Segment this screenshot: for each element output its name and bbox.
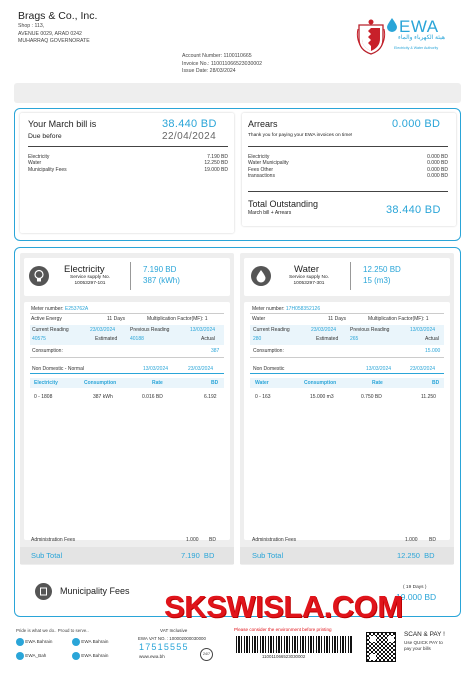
divider <box>350 262 351 290</box>
tariff-table-header <box>250 378 444 388</box>
electricity-amount: 7.190 BD <box>143 265 177 274</box>
tariff-from: 13/03/2024 <box>143 366 169 372</box>
vat-inclusive: VAT Inclusive <box>160 628 188 633</box>
bill-amount: 38.440 BD <box>162 118 217 130</box>
address-line: Shop : 113, <box>18 23 45 29</box>
account-info <box>182 53 262 76</box>
table-cell: 6.192 <box>204 394 217 400</box>
barcode-number: 110011066523030002 <box>262 654 306 659</box>
consumption-label: Consumption: <box>32 348 63 354</box>
phone-number[interactable]: 17515555 <box>139 642 189 652</box>
electricity-supply: Service supply No. 10053297-101 <box>70 275 110 287</box>
header-bar <box>14 83 461 103</box>
current-reading-label: Current Reading <box>253 327 290 333</box>
municipality-title: Municipality Fees <box>60 586 130 596</box>
scan-pay-sub2: pay your bills <box>404 646 431 651</box>
arrears-amount: 0.000 BD <box>392 118 441 130</box>
admin-fees-label: Administration Fees <box>31 537 76 543</box>
arrears-item: Fees Other 0.000 BD <box>248 166 448 173</box>
barcode <box>236 636 352 653</box>
meter-info-row: Water 11 Days Multiplication Factor(MF): 1 <box>252 316 429 322</box>
arrears-item: Water Municipality 0.000 BD <box>248 160 448 167</box>
column-header: Rate <box>152 380 163 386</box>
bill-items <box>28 154 228 173</box>
reading-status: Actual <box>201 336 215 342</box>
current-reading-value: 40575 <box>32 336 46 342</box>
electricity-title: Electricity <box>64 264 105 275</box>
table-cell: 0.750 BD <box>361 394 382 400</box>
divider <box>30 313 224 314</box>
ewa-logo-subtitle: Electricity & Water Authority <box>394 46 439 50</box>
support-badge: 24/7 <box>200 648 213 661</box>
admin-fees-value: 1.000 <box>186 537 199 543</box>
admin-fees-unit: BD <box>209 537 216 543</box>
website[interactable]: www.ewa.bh <box>139 654 165 659</box>
twitter-icon <box>16 638 24 646</box>
current-reading-date: 23/03/2024 <box>311 327 337 333</box>
table-cell: 0 - 163 <box>255 394 271 400</box>
water-drop-logo-icon <box>387 18 397 32</box>
consumption-value: 15.000 <box>425 348 441 354</box>
ewa-logo-arabic: هيئة الكهرباء والماء <box>398 35 446 41</box>
arrears-item: Electricity 0.000 BD <box>248 154 448 160</box>
subtotal-value: 7.190 BD <box>181 551 215 560</box>
tariff-table-header <box>30 378 224 388</box>
divider <box>250 373 444 374</box>
current-reading-value: 280 <box>253 336 262 342</box>
reading-status: Estimated <box>316 336 339 342</box>
issue-date: Issue Date: 28/03/2024 <box>182 68 236 75</box>
footer-tagline: Pride is what we do.. Proud to serve.. <box>16 628 89 633</box>
consumption-value: 387 <box>211 348 220 354</box>
water-usage: 15 (m3) <box>363 276 391 285</box>
company-address <box>18 23 90 46</box>
subtotal-label: Sub Total <box>31 551 63 560</box>
municipality-amount: 19.000 BD <box>396 592 437 602</box>
bill-item: Water 12.250 BD <box>28 160 228 167</box>
scan-pay-sub: Use QUICK PAY to <box>404 640 443 645</box>
divider <box>130 262 131 290</box>
column-header: Electricity <box>34 380 58 386</box>
previous-reading-value: 40188 <box>130 336 144 342</box>
social-facebook[interactable]: EWA Bahrain <box>72 638 108 646</box>
water-drop-icon <box>251 266 271 286</box>
table-cell: 0.016 BD <box>142 394 163 400</box>
bill-item: Municipality Fees 19.000 BD <box>28 166 228 173</box>
watermark: SKSWISLA.COM <box>164 589 403 624</box>
tariff-label: Non Domestic <box>253 366 285 372</box>
total-outstanding-title: Total Outstanding <box>248 199 319 209</box>
table-cell: 0 - 1808 <box>34 394 53 400</box>
reading-status: Estimated <box>95 336 118 342</box>
ewa-logo-text: EWA <box>399 17 439 36</box>
municipality-days: ( 19 Days ) <box>403 585 427 590</box>
meter-number: Meter number: E253762A <box>31 306 89 312</box>
divider <box>30 373 224 374</box>
divider <box>250 313 444 314</box>
column-header: Consumption <box>304 380 337 386</box>
reading-status: Actual <box>425 336 439 342</box>
due-label: Due before <box>28 133 62 140</box>
subtotal-value: 12.250 BD <box>397 551 435 560</box>
arrears-title: Arrears <box>248 119 278 129</box>
tariff-from: 13/03/2024 <box>366 366 392 372</box>
admin-fees-label: Administration Fees <box>252 537 297 543</box>
bill-title: Your March bill is <box>28 119 97 129</box>
address-line: AVENUE 0029, ARAD 0242 <box>18 30 82 37</box>
social-youtube[interactable]: EWA Bahrain <box>72 652 108 660</box>
social-twitter[interactable]: EWA Bahrain <box>16 638 52 646</box>
water-supply: Service supply No. 10053297-301 <box>289 275 329 287</box>
meter-number: Meter number: 17H058352126 <box>252 306 321 312</box>
electricity-header-card <box>24 258 230 296</box>
vat-number: EWA VAT NO. : 100002000030000 <box>138 636 206 641</box>
divider <box>28 146 228 147</box>
invoice-number: Invoice No.: 110011066523030002 <box>182 60 262 67</box>
divider <box>30 357 224 358</box>
bill-item: Electricity 7.190 BD <box>28 154 228 160</box>
total-outstanding-sub: March bill + Arrears <box>248 210 292 216</box>
electricity-usage: 387 (kWh) <box>143 276 180 285</box>
column-header: Consumption <box>84 380 117 386</box>
consumption-label: Consumption: <box>253 348 284 354</box>
current-reading-label: Current Reading <box>32 327 69 333</box>
divider <box>250 357 444 358</box>
column-header: Water <box>255 380 269 386</box>
subtotal-label: Sub Total <box>252 551 284 560</box>
arrears-item: transactions 0.000 BD <box>248 172 448 179</box>
total-outstanding-amount: 38.440 BD <box>386 204 441 216</box>
meter-info-row: Active Energy 11 Days Multiplication Factor(MF): 1 <box>31 316 208 322</box>
column-header: BD <box>211 380 219 386</box>
ewa-emblem-icon <box>356 17 386 55</box>
instagram-icon <box>16 652 24 660</box>
admin-fees-unit: BD <box>429 537 436 543</box>
previous-reading-value: 265 <box>350 336 359 342</box>
arrears-items <box>248 154 448 179</box>
environment-note: Please consider the environment before printing <box>234 627 332 632</box>
water-header-card <box>244 258 450 296</box>
tariff-label: Non Domestic - Normal <box>32 366 84 372</box>
address-line: MUHARRAQ GOVERNORATE <box>18 38 90 45</box>
table-cell: 15.000 m3 <box>310 394 334 400</box>
column-header: Rate <box>372 380 383 386</box>
previous-reading-date: 13/03/2024 <box>190 327 216 333</box>
column-header: BD <box>432 380 440 386</box>
scan-pay-title: SCAN & PAY ! <box>404 631 445 638</box>
lightbulb-icon <box>29 266 49 286</box>
due-date: 22/04/2024 <box>162 131 217 142</box>
table-cell: 387 kWh <box>93 394 113 400</box>
table-cell: 11.250 <box>421 394 436 400</box>
water-title: Water <box>294 264 319 275</box>
previous-reading-label: Previous Reading <box>350 327 390 333</box>
municipality-icon <box>35 583 52 600</box>
previous-reading-date: 13/03/2024 <box>410 327 436 333</box>
admin-fees-value: 1.000 <box>405 537 418 543</box>
current-reading-date: 23/03/2024 <box>90 327 116 333</box>
tariff-to: 23/03/2024 <box>410 366 436 372</box>
divider <box>248 146 448 147</box>
water-amount: 12.250 BD <box>363 265 401 274</box>
account-number: Account Number: 1100110665 <box>182 53 252 59</box>
facebook-icon <box>72 638 80 646</box>
arrears-note: Thank you for paying your EWA invoices on time! <box>248 133 353 138</box>
tariff-to: 23/03/2024 <box>188 366 214 372</box>
company-name: Brags & Co., Inc. <box>18 10 98 22</box>
youtube-icon <box>72 652 80 660</box>
qr-code[interactable] <box>366 632 396 662</box>
divider <box>248 191 448 192</box>
social-instagram[interactable]: EWA_Bah <box>16 652 46 660</box>
previous-reading-label: Previous Reading <box>130 327 170 333</box>
